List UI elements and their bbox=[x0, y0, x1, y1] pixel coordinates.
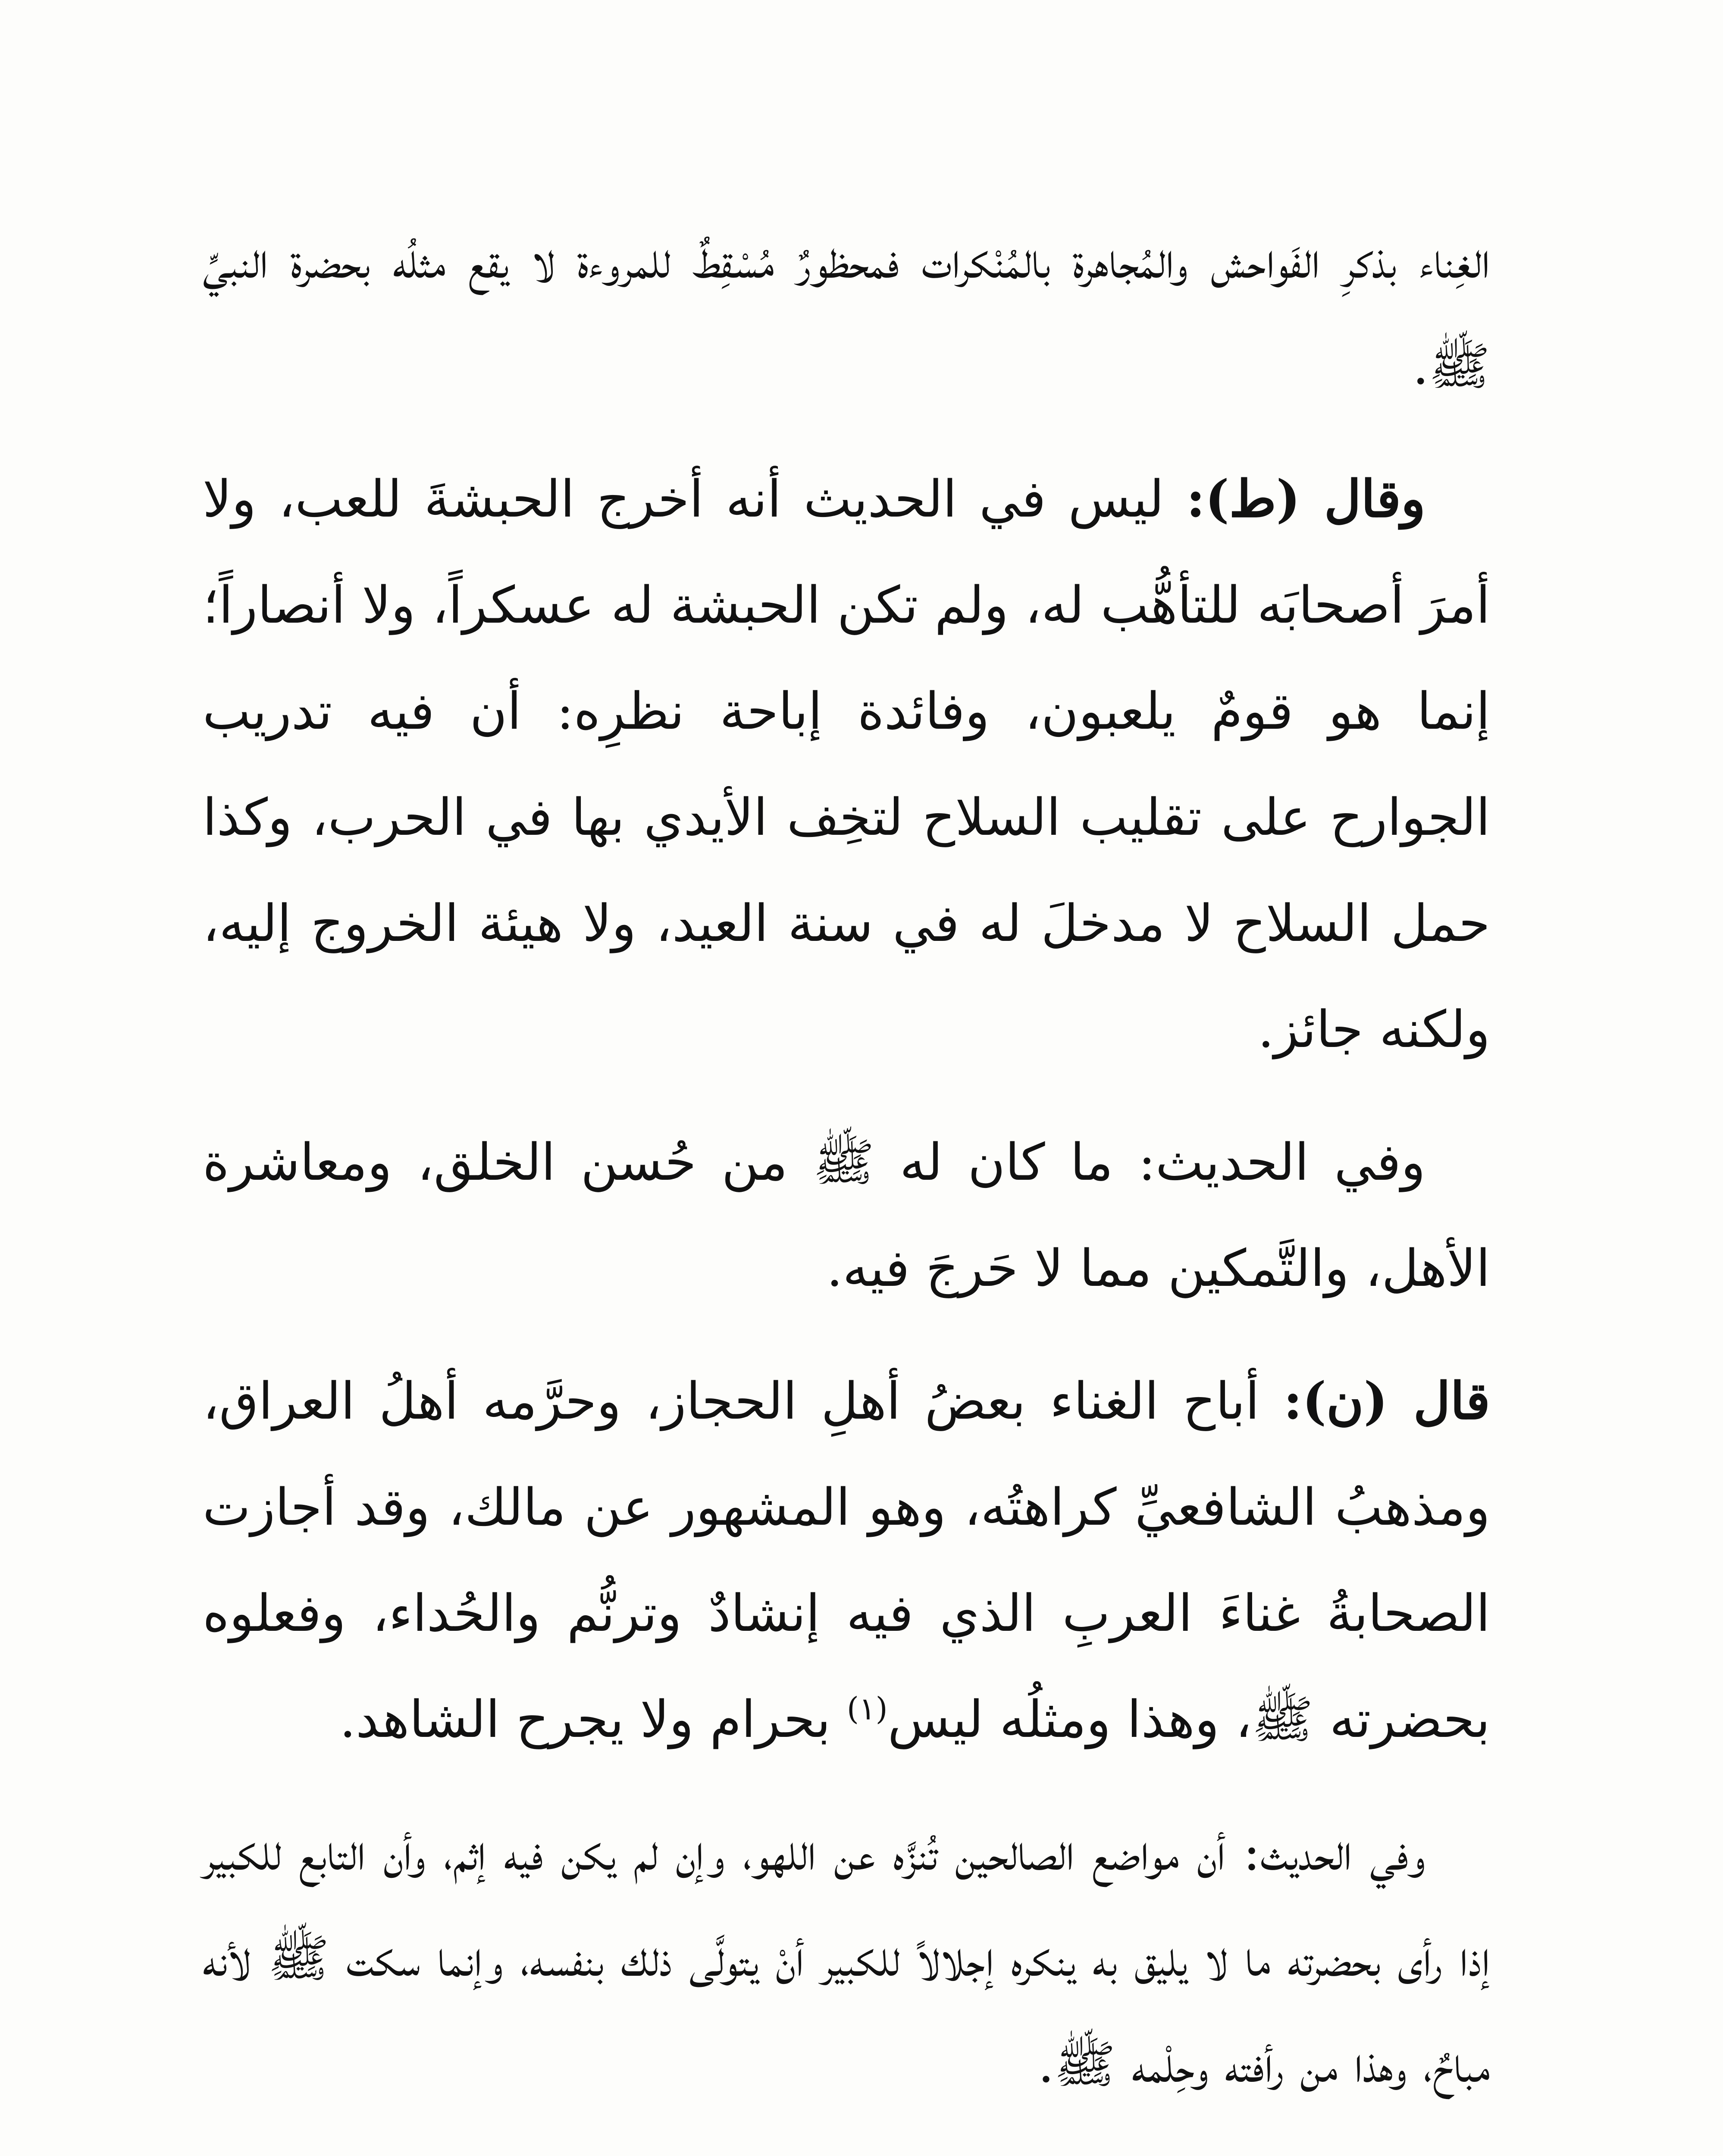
paragraph-5-text: وفي الحديث: أن مواضع الصالحين تُنزَّه عن اللهو، وإن لم يكن فيه إثم، وأن التابع للكبير إذا رأى بحضرته ما لا يليق به ينكره إجلالاً للكبير أنْ يتولَّى ذلك بنفسه، وإنما سكت ﷺ لأنه مباحٌ، وهذا من رأفته وحِلْمه ﷺ. bbox=[203, 1822, 1490, 2094]
paragraph-1 bbox=[203, 207, 1490, 419]
paragraph-5 bbox=[203, 1799, 1490, 2117]
footnote-marker: (١) bbox=[846, 1690, 888, 1727]
main-text bbox=[203, 207, 1490, 2156]
paragraph-1-text: الغِناء بذكرِ الفَواحش والمُجاهرة بالمُنْكرات فمحظورٌ مُسْقِطٌ للمروءة لا يقع مثلُه بحضرة النبيِّ ﷺ. bbox=[203, 230, 1490, 396]
paragraph-4 bbox=[203, 1348, 1490, 1772]
paragraph-2-text: ليس في الحديث أنه أخرج الحبشةَ للعب، ولا أمرَ أصحابَه للتأهُّب له، ولم تكن الحبشة له عسكراً، ولا أنصاراً؛ إنما هو قومٌ يلعبون، وفائدة إباحة نظرِه: أن فيه تدريب الجوارح على تقليب السلاح لتخِف الأيدي بها في الحرب، وكذا حمل السلاح لا مدخلَ له في سنة العيد، ولا هيئة الخروج إليه، ولكنه جائز. bbox=[203, 469, 1490, 1059]
paragraph-3 bbox=[203, 1109, 1490, 1321]
paragraph-3-text: وفي الحديث: ما كان له ﷺ من حُسن الخلق، ومعاشرة الأهل، والتَّمكين مما لا حَرجَ فيه. bbox=[203, 1132, 1490, 1298]
paragraph-2 bbox=[203, 446, 1490, 1082]
paragraph-4-text-b: بحرام ولا يجرح الشاهد. bbox=[339, 1689, 847, 1749]
paragraph-2-lead: وقال (ط): bbox=[1186, 469, 1425, 529]
paragraph-6 bbox=[203, 2144, 1490, 2156]
paragraph-4-lead: قال (ن): bbox=[1283, 1371, 1490, 1431]
paragraph-4-text-a: أباح الغناء بعضُ أهلِ الحجاز، وحرَّمه أهلُ العراق، ومذهبُ الشافعيِّ كراهتُه، وهو المشهور عن مالك، وقد أجازت الصحابةُ غناءَ العربِ الذي فيه إنشادٌ وترنُّم والحُداء، وفعلوه بحضرته ﷺ، وهذا ومثلُه ليس bbox=[203, 1371, 1490, 1749]
